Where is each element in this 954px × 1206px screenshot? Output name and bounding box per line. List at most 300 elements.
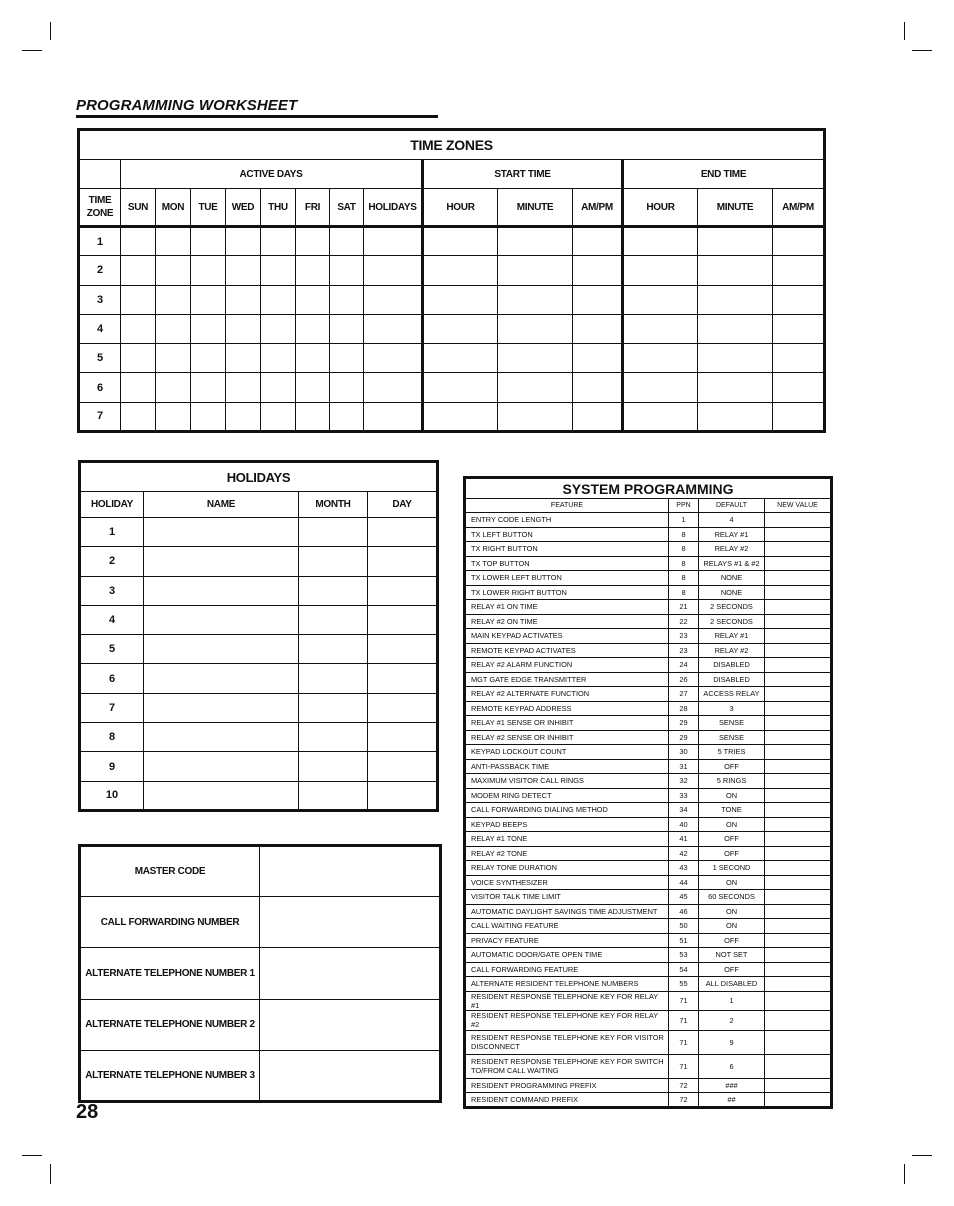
feature-name: RELAY #1 ON TIME — [465, 600, 669, 615]
feature-name: RELAY TONE DURATION — [465, 861, 669, 876]
entry-cell[interactable] — [156, 344, 191, 373]
new-value-cell[interactable] — [765, 817, 832, 832]
entry-cell[interactable] — [299, 693, 368, 722]
entry-cell[interactable] — [299, 576, 368, 605]
feature-row — [465, 962, 832, 977]
entry-cell[interactable] — [226, 227, 261, 256]
entry-cell[interactable] — [423, 373, 498, 402]
entry-cell[interactable] — [226, 314, 261, 343]
code-label: CALL FORWARDING NUMBER — [80, 897, 260, 948]
feature-ppn: 23 — [669, 643, 699, 658]
column-header: HOUR — [623, 189, 698, 227]
code-label: ALTERNATE TELEPHONE NUMBER 2 — [80, 999, 260, 1050]
entry-cell[interactable] — [191, 256, 226, 285]
entry-cell[interactable] — [330, 227, 364, 256]
entry-cell[interactable] — [698, 256, 773, 285]
feature-ppn: 41 — [669, 832, 699, 847]
entry-cell[interactable] — [226, 402, 261, 431]
code-entry-cell[interactable] — [260, 999, 441, 1050]
entry-cell[interactable] — [156, 373, 191, 402]
feature-default: ON — [699, 817, 765, 832]
entry-cell[interactable] — [144, 547, 299, 576]
feature-row — [465, 1093, 832, 1108]
holiday-row — [80, 781, 438, 810]
entry-cell[interactable] — [299, 518, 368, 547]
feature-row — [465, 658, 832, 673]
code-entry-cell[interactable] — [260, 897, 441, 948]
feature-ppn: 26 — [669, 672, 699, 687]
feature-row — [465, 585, 832, 600]
feature-ppn: 42 — [669, 846, 699, 861]
new-value-cell[interactable] — [765, 585, 832, 600]
feature-name: KEYPAD BEEPS — [465, 817, 669, 832]
entry-cell[interactable] — [121, 402, 156, 431]
entry-cell[interactable] — [623, 344, 698, 373]
entry-cell[interactable] — [368, 518, 438, 547]
feature-default: ## — [699, 1093, 765, 1108]
entry-cell[interactable] — [330, 373, 364, 402]
column-header: MONTH — [299, 492, 368, 518]
entry-cell[interactable] — [299, 605, 368, 634]
entry-cell[interactable] — [296, 373, 330, 402]
entry-cell[interactable] — [423, 227, 498, 256]
feature-default: ON — [699, 919, 765, 934]
crop-mark — [22, 50, 42, 51]
entry-cell[interactable] — [623, 402, 698, 431]
entry-cell[interactable] — [299, 664, 368, 693]
entry-cell[interactable] — [423, 285, 498, 314]
entry-cell[interactable] — [191, 227, 226, 256]
feature-default: 5 TRIES — [699, 745, 765, 760]
entry-cell[interactable] — [698, 344, 773, 373]
entry-cell[interactable] — [299, 723, 368, 752]
feature-name: REMOTE KEYPAD ADDRESS — [465, 701, 669, 716]
feature-ppn: 40 — [669, 817, 699, 832]
entry-cell[interactable] — [623, 227, 698, 256]
new-value-cell[interactable] — [765, 542, 832, 557]
entry-cell[interactable] — [573, 344, 623, 373]
holiday-row — [80, 576, 438, 605]
feature-default: 3 — [699, 701, 765, 716]
entry-cell[interactable] — [156, 402, 191, 431]
entry-cell[interactable] — [498, 314, 573, 343]
entry-cell[interactable] — [364, 285, 423, 314]
feature-row — [465, 817, 832, 832]
column-header: AM/PM — [573, 189, 623, 227]
feature-row — [465, 1011, 832, 1031]
new-value-cell[interactable] — [765, 527, 832, 542]
entry-cell[interactable] — [156, 227, 191, 256]
crop-mark — [912, 1155, 932, 1156]
feature-ppn: 71 — [669, 1030, 699, 1054]
new-value-cell[interactable] — [765, 1011, 832, 1031]
entry-cell[interactable] — [364, 402, 423, 431]
entry-cell[interactable] — [296, 256, 330, 285]
entry-cell[interactable] — [573, 314, 623, 343]
feature-row — [465, 977, 832, 992]
entry-cell[interactable] — [261, 402, 296, 431]
time-zone-number: 6 — [79, 373, 121, 402]
entry-cell[interactable] — [423, 344, 498, 373]
crop-mark — [50, 1164, 51, 1184]
entry-cell[interactable] — [498, 256, 573, 285]
entry-cell[interactable] — [121, 285, 156, 314]
new-value-cell[interactable] — [765, 1078, 832, 1093]
feature-name: MAIN KEYPAD ACTIVATES — [465, 629, 669, 644]
entry-cell[interactable] — [498, 344, 573, 373]
entry-cell[interactable] — [368, 752, 438, 781]
time-zones-title: TIME ZONES — [79, 130, 825, 160]
code-entry-cell[interactable] — [260, 948, 441, 999]
feature-default: OFF — [699, 759, 765, 774]
feature-name: TX LOWER RIGHT BUTTON — [465, 585, 669, 600]
entry-cell[interactable] — [368, 635, 438, 664]
entry-cell[interactable] — [773, 373, 825, 402]
new-value-cell[interactable] — [765, 832, 832, 847]
entry-cell[interactable] — [121, 227, 156, 256]
time-zone-header-line: TIME — [88, 195, 112, 206]
entry-cell[interactable] — [330, 314, 364, 343]
column-header: THU — [261, 189, 296, 227]
entry-cell[interactable] — [296, 402, 330, 431]
feature-default: 1 SECOND — [699, 861, 765, 876]
feature-ppn: 54 — [669, 962, 699, 977]
feature-default: 2 SECONDS — [699, 614, 765, 629]
feature-row — [465, 890, 832, 905]
entry-cell[interactable] — [330, 256, 364, 285]
entry-cell[interactable] — [299, 781, 368, 810]
entry-cell[interactable] — [121, 344, 156, 373]
holiday-number: 9 — [80, 752, 144, 781]
feature-default: 2 — [699, 1011, 765, 1031]
new-value-cell[interactable] — [765, 803, 832, 818]
feature-name: RESIDENT RESPONSE TELEPHONE KEY FOR RELAY #1 — [465, 991, 669, 1011]
time-zones-table — [77, 128, 826, 433]
time-zone-row — [79, 227, 825, 256]
new-value-cell[interactable] — [765, 904, 832, 919]
entry-cell[interactable] — [698, 402, 773, 431]
holiday-number: 3 — [80, 576, 144, 605]
entry-cell[interactable] — [423, 402, 498, 431]
entry-cell[interactable] — [121, 314, 156, 343]
holidays-title: HOLIDAYS — [80, 462, 438, 492]
entry-cell[interactable] — [261, 314, 296, 343]
entry-cell[interactable] — [261, 344, 296, 373]
feature-ppn: 55 — [669, 977, 699, 992]
entry-cell[interactable] — [573, 256, 623, 285]
entry-cell[interactable] — [191, 402, 226, 431]
entry-cell[interactable] — [330, 344, 364, 373]
feature-name: RESIDENT PROGRAMMING PREFIX — [465, 1078, 669, 1093]
new-value-cell[interactable] — [765, 1054, 832, 1078]
time-zone-number: 4 — [79, 314, 121, 343]
entry-cell[interactable] — [368, 781, 438, 810]
feature-default: RELAY #2 — [699, 542, 765, 557]
entry-cell[interactable] — [364, 344, 423, 373]
feature-default: 5 RINGS — [699, 774, 765, 789]
feature-ppn: 71 — [669, 991, 699, 1011]
new-value-cell[interactable] — [765, 643, 832, 658]
new-value-cell[interactable] — [765, 716, 832, 731]
feature-row — [465, 614, 832, 629]
entry-cell[interactable] — [144, 752, 299, 781]
holiday-row — [80, 605, 438, 634]
entry-cell[interactable] — [623, 373, 698, 402]
column-header: HOLIDAYS — [364, 189, 423, 227]
new-value-cell[interactable] — [765, 1093, 832, 1108]
entry-cell[interactable] — [261, 373, 296, 402]
code-entry-cell[interactable] — [260, 1050, 441, 1101]
page-title: PROGRAMMING WORKSHEET — [76, 97, 438, 118]
entry-cell[interactable] — [156, 314, 191, 343]
entry-cell[interactable] — [573, 227, 623, 256]
entry-cell[interactable] — [773, 344, 825, 373]
entry-cell[interactable] — [261, 256, 296, 285]
feature-row — [465, 948, 832, 963]
new-value-cell[interactable] — [765, 846, 832, 861]
feature-default: SENSE — [699, 716, 765, 731]
entry-cell[interactable] — [191, 344, 226, 373]
feature-ppn: 72 — [669, 1078, 699, 1093]
entry-cell[interactable] — [191, 314, 226, 343]
entry-cell[interactable] — [698, 314, 773, 343]
entry-cell[interactable] — [698, 227, 773, 256]
feature-ppn: 8 — [669, 556, 699, 571]
feature-row — [465, 513, 832, 528]
new-value-cell[interactable] — [765, 890, 832, 905]
new-value-cell[interactable] — [765, 1030, 832, 1054]
feature-name: PRIVACY FEATURE — [465, 933, 669, 948]
entry-cell[interactable] — [773, 314, 825, 343]
entry-cell[interactable] — [623, 314, 698, 343]
new-value-cell[interactable] — [765, 513, 832, 528]
entry-cell[interactable] — [498, 373, 573, 402]
feature-ppn: 71 — [669, 1011, 699, 1031]
feature-row — [465, 774, 832, 789]
column-header: HOLIDAY — [80, 492, 144, 518]
entry-cell[interactable] — [368, 547, 438, 576]
entry-cell[interactable] — [623, 285, 698, 314]
feature-default: SENSE — [699, 730, 765, 745]
feature-row — [465, 701, 832, 716]
feature-name: MODEM RING DETECT — [465, 788, 669, 803]
blank-cell — [79, 160, 121, 189]
column-header: AM/PM — [773, 189, 825, 227]
entry-cell[interactable] — [368, 723, 438, 752]
feature-ppn: 8 — [669, 585, 699, 600]
entry-cell[interactable] — [296, 314, 330, 343]
code-row — [80, 846, 441, 897]
new-value-cell[interactable] — [765, 933, 832, 948]
feature-ppn: 24 — [669, 658, 699, 673]
entry-cell[interactable] — [773, 402, 825, 431]
time-zone-number: 7 — [79, 402, 121, 431]
entry-cell[interactable] — [121, 373, 156, 402]
new-value-cell[interactable] — [765, 600, 832, 615]
feature-ppn: 46 — [669, 904, 699, 919]
new-value-cell[interactable] — [765, 614, 832, 629]
new-value-cell[interactable] — [765, 730, 832, 745]
entry-cell[interactable] — [144, 781, 299, 810]
new-value-cell[interactable] — [765, 745, 832, 760]
entry-cell[interactable] — [773, 256, 825, 285]
entry-cell[interactable] — [144, 605, 299, 634]
feature-ppn: 45 — [669, 890, 699, 905]
entry-cell[interactable] — [156, 285, 191, 314]
new-value-cell[interactable] — [765, 774, 832, 789]
entry-cell[interactable] — [296, 227, 330, 256]
new-value-cell[interactable] — [765, 875, 832, 890]
code-row — [80, 897, 441, 948]
feature-name: RESIDENT RESPONSE TELEPHONE KEY FOR RELAY #2 — [465, 1011, 669, 1031]
entry-cell[interactable] — [144, 693, 299, 722]
entry-cell[interactable] — [368, 693, 438, 722]
feature-name: CALL FORWARDING FEATURE — [465, 962, 669, 977]
entry-cell[interactable] — [498, 227, 573, 256]
feature-name: RELAY #2 ALTERNATE FUNCTION — [465, 687, 669, 702]
feature-ppn: 29 — [669, 716, 699, 731]
feature-name: RELAY #2 ALARM FUNCTION — [465, 658, 669, 673]
new-value-cell[interactable] — [765, 658, 832, 673]
new-value-cell[interactable] — [765, 629, 832, 644]
entry-cell[interactable] — [573, 285, 623, 314]
new-value-cell[interactable] — [765, 991, 832, 1011]
entry-cell[interactable] — [364, 227, 423, 256]
feature-default: OFF — [699, 846, 765, 861]
entry-cell[interactable] — [296, 344, 330, 373]
feature-row — [465, 788, 832, 803]
holiday-row — [80, 723, 438, 752]
feature-name: ANTI-PASSBACK TIME — [465, 759, 669, 774]
time-zone-row — [79, 402, 825, 431]
entry-cell[interactable] — [364, 256, 423, 285]
feature-default: RELAY #2 — [699, 643, 765, 658]
entry-cell[interactable] — [498, 285, 573, 314]
feature-row — [465, 643, 832, 658]
feature-default: RELAY #1 — [699, 527, 765, 542]
entry-cell[interactable] — [698, 285, 773, 314]
entry-cell[interactable] — [144, 723, 299, 752]
feature-row — [465, 933, 832, 948]
entry-cell[interactable] — [368, 576, 438, 605]
feature-ppn: 23 — [669, 629, 699, 644]
entry-cell[interactable] — [573, 373, 623, 402]
holiday-number: 1 — [80, 518, 144, 547]
new-value-cell[interactable] — [765, 962, 832, 977]
holiday-number: 8 — [80, 723, 144, 752]
feature-name: TX TOP BUTTON — [465, 556, 669, 571]
feature-row — [465, 904, 832, 919]
code-entry-cell[interactable] — [260, 846, 441, 897]
feature-ppn: 51 — [669, 933, 699, 948]
feature-default: 1 — [699, 991, 765, 1011]
feature-row — [465, 861, 832, 876]
feature-default: 6 — [699, 1054, 765, 1078]
feature-default: 2 SECONDS — [699, 600, 765, 615]
entry-cell[interactable] — [226, 285, 261, 314]
entry-cell[interactable] — [299, 752, 368, 781]
entry-cell[interactable] — [144, 635, 299, 664]
feature-ppn: 28 — [669, 701, 699, 716]
entry-cell[interactable] — [261, 227, 296, 256]
entry-cell[interactable] — [364, 314, 423, 343]
new-value-cell[interactable] — [765, 701, 832, 716]
new-value-cell[interactable] — [765, 948, 832, 963]
entry-cell[interactable] — [121, 256, 156, 285]
new-value-cell[interactable] — [765, 977, 832, 992]
new-value-cell[interactable] — [765, 672, 832, 687]
entry-cell[interactable] — [299, 547, 368, 576]
entry-cell[interactable] — [330, 402, 364, 431]
entry-cell[interactable] — [191, 285, 226, 314]
entry-cell[interactable] — [261, 285, 296, 314]
entry-cell[interactable] — [144, 518, 299, 547]
feature-row — [465, 542, 832, 557]
feature-name: RESIDENT COMMAND PREFIX — [465, 1093, 669, 1108]
entry-cell[interactable] — [144, 664, 299, 693]
entry-cell[interactable] — [773, 285, 825, 314]
new-value-cell[interactable] — [765, 788, 832, 803]
time-zone-header — [79, 189, 121, 227]
new-value-cell[interactable] — [765, 919, 832, 934]
feature-name: CALL FORWARDING DIALING METHOD — [465, 803, 669, 818]
holiday-number: 7 — [80, 693, 144, 722]
entry-cell[interactable] — [156, 256, 191, 285]
entry-cell[interactable] — [498, 402, 573, 431]
entry-cell[interactable] — [368, 605, 438, 634]
feature-row — [465, 600, 832, 615]
entry-cell[interactable] — [364, 373, 423, 402]
new-value-cell[interactable] — [765, 571, 832, 586]
entry-cell[interactable] — [296, 285, 330, 314]
column-header: NEW VALUE — [765, 499, 832, 513]
feature-row — [465, 1030, 832, 1054]
entry-cell[interactable] — [423, 256, 498, 285]
entry-cell[interactable] — [573, 402, 623, 431]
holiday-row — [80, 547, 438, 576]
feature-row — [465, 832, 832, 847]
entry-cell[interactable] — [330, 285, 364, 314]
entry-cell[interactable] — [698, 373, 773, 402]
entry-cell[interactable] — [773, 227, 825, 256]
holidays-table — [78, 460, 439, 812]
feature-name: RELAY #2 SENSE OR INHIBIT — [465, 730, 669, 745]
entry-cell[interactable] — [144, 576, 299, 605]
new-value-cell[interactable] — [765, 861, 832, 876]
feature-row — [465, 803, 832, 818]
entry-cell[interactable] — [423, 314, 498, 343]
crop-mark — [904, 1164, 905, 1184]
holiday-number: 5 — [80, 635, 144, 664]
column-header: MINUTE — [498, 189, 573, 227]
entry-cell[interactable] — [226, 256, 261, 285]
feature-row — [465, 672, 832, 687]
entry-cell[interactable] — [299, 635, 368, 664]
entry-cell[interactable] — [191, 373, 226, 402]
entry-cell[interactable] — [226, 344, 261, 373]
feature-default: ALL DISABLED — [699, 977, 765, 992]
feature-row — [465, 629, 832, 644]
entry-cell[interactable] — [226, 373, 261, 402]
new-value-cell[interactable] — [765, 687, 832, 702]
feature-row — [465, 730, 832, 745]
new-value-cell[interactable] — [765, 759, 832, 774]
feature-ppn: 50 — [669, 919, 699, 934]
entry-cell[interactable] — [368, 664, 438, 693]
entry-cell[interactable] — [623, 256, 698, 285]
holiday-number: 6 — [80, 664, 144, 693]
new-value-cell[interactable] — [765, 556, 832, 571]
